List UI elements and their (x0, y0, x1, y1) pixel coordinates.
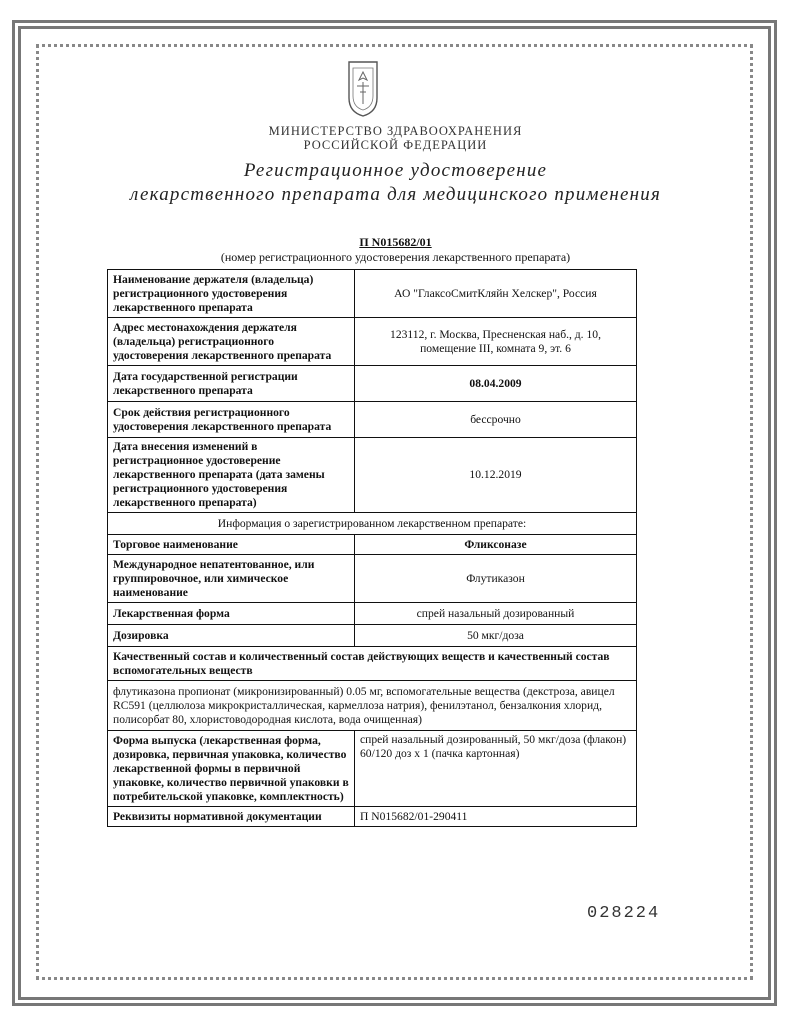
inn-label: Международное непатентованное, или группировочное, или химическое наименование (108, 555, 355, 603)
dosage-form-value: спрей назальный дозированный (355, 603, 637, 625)
info-section-header: Информация о зарегистрированном лекарственном препарате: (108, 513, 637, 535)
holder-value: АО "ГлаксоСмитКляйн Хелскер", Россия (355, 270, 637, 318)
table-row (108, 366, 637, 402)
table-row (108, 513, 637, 535)
coat-of-arms-icon (343, 58, 383, 118)
validity-value: бессрочно (355, 402, 637, 438)
table-row (108, 647, 637, 681)
table-row (108, 603, 637, 625)
trade-name-label: Торговое наименование (108, 535, 355, 555)
table-row (108, 681, 637, 731)
trade-name-value: Фликсоназе (355, 535, 637, 555)
inn-value: Флутиказон (355, 555, 637, 603)
serial-number: 028224 (587, 904, 661, 923)
ministry-name-line1: МИНИСТЕРСТВО ЗДРАВООХРАНЕНИЯ (268, 124, 523, 138)
dosage-label: Дозировка (108, 625, 355, 647)
address-label: Адрес местонахождения держателя (владельца) регистрационного удостоверения лекарственного препарата (108, 318, 355, 366)
registration-date-label: Дата государственной регистрации лекарственного препарата (108, 366, 355, 402)
normative-docs-label: Реквизиты нормативной документации (108, 807, 355, 827)
changes-date-value: 10.12.2019 (355, 438, 637, 513)
release-form-label: Форма выпуска (лекарственная форма, дозировка, первичная упаковка, количество лекарственной формы в первичной упаковке, количество первичной упаковки в потребительской упаковке, комплектность) (108, 731, 355, 807)
holder-label: Наименование держателя (владельца) регистрационного удостоверения лекарственного препарата (108, 270, 355, 318)
dosage-form-label: Лекарственная форма (108, 603, 355, 625)
ministry-name-line2: РОССИЙСКОЙ ФЕДЕРАЦИИ (303, 138, 488, 152)
table-row (108, 402, 637, 438)
document-title-line2: лекарственного препарата для медицинского применения (129, 184, 662, 205)
table-row (108, 625, 637, 647)
document-title-line1: Регистрационное удостоверение (243, 160, 548, 181)
release-form-value: спрей назальный дозированный, 50 мкг/доза (флакон) 60/120 доз х 1 (пачка картонная) (355, 731, 637, 807)
table-row (108, 555, 637, 603)
registration-number-caption: (номер регистрационного удостоверения лекарственного препарата) (220, 250, 571, 264)
normative-docs-value: П N015682/01-290411 (355, 807, 637, 827)
table-row (108, 535, 637, 555)
table-row (108, 318, 637, 366)
registration-number: П N015682/01 (359, 235, 432, 249)
table-row (108, 731, 637, 807)
registration-date-value: 08.04.2009 (355, 366, 637, 402)
registration-details-table (107, 269, 637, 827)
table-row (108, 438, 637, 513)
changes-date-label: Дата внесения изменений в регистрационное удостоверение лекарственного препарата (дата замены регистрационного удостоверения лекарственного препарата) (108, 438, 355, 513)
table-row (108, 270, 637, 318)
composition-label: Качественный состав и количественный состав действующих веществ и качественный состав вспомогательных веществ (108, 647, 637, 681)
composition-value: флутиказона пропионат (микронизированный) 0.05 мг, вспомогательные вещества (декстроза, авицел RC591 (целлюлоза микрокристаллическая, кармеллоза натрия), фенилэтанол, бензалкония хлорид, полисорбат 80, хлористоводородная кислота, вода очищенная) (108, 681, 637, 731)
table-row (108, 807, 637, 827)
address-value: 123112, г. Москва, Пресненская наб., д. 10, помещение III, комната 9, эт. 6 (355, 318, 637, 366)
dosage-value: 50 мкг/доза (355, 625, 637, 647)
validity-label: Срок действия регистрационного удостоверения лекарственного препарата (108, 402, 355, 438)
